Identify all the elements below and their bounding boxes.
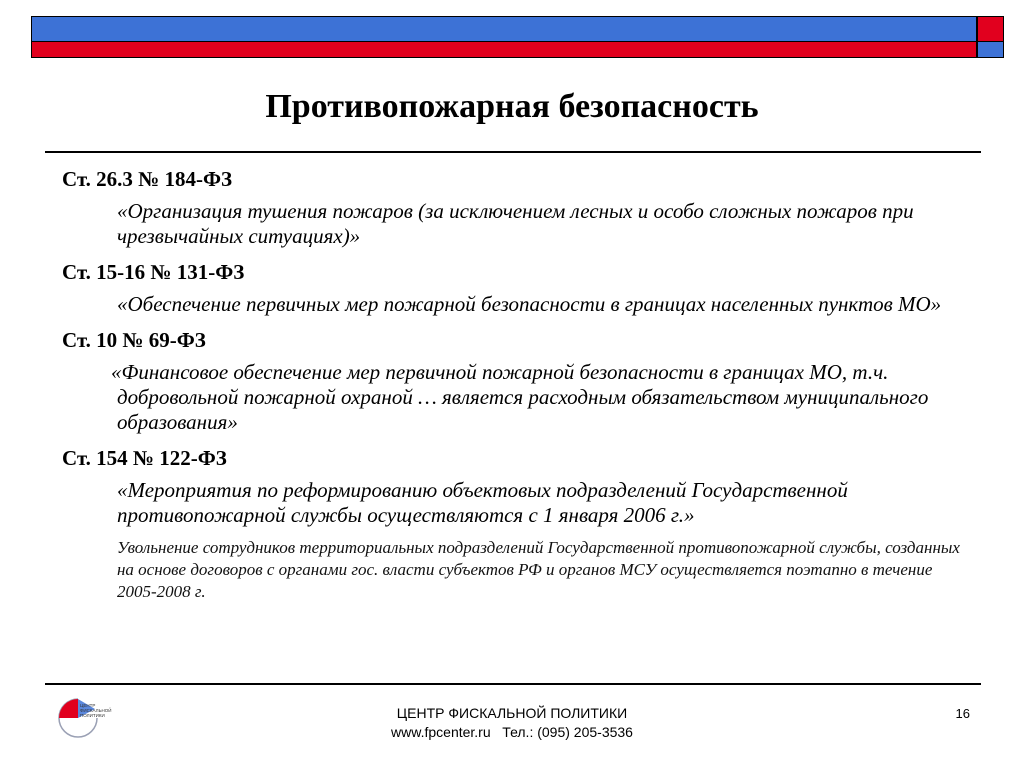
title-divider bbox=[45, 151, 981, 153]
law-quote: «Мероприятия по реформированию объектовых подразделений Государственной противопожарной службы осуществляются с 1 января 2006 г.» bbox=[117, 478, 848, 527]
slide-title: Противопожарная безопасность bbox=[265, 88, 759, 125]
law-note: Увольнение сотрудников территориальных подразделений Государственной противопожарной службы, созданных на основе договоров с органами гос. власти субъектов РФ и органов МСУ осуществляется поэтапно в течение 2005-2008 г. bbox=[117, 538, 960, 601]
law-quote: «Финансовое обеспечение мер первичной пожарной безопасности в границах МО, т.ч. добровольной пожарной охраной … является расходным обязательством муниципального образования» bbox=[111, 360, 929, 434]
slide-content bbox=[62, 165, 972, 603]
footer bbox=[300, 704, 724, 742]
header-red-square bbox=[977, 16, 1004, 42]
law-reference: Ст. 10 № 69-ФЗ bbox=[62, 328, 206, 352]
svg-text:ПОЛИТИКИ: ПОЛИТИКИ bbox=[80, 713, 105, 718]
law-reference: Ст. 154 № 122-ФЗ bbox=[62, 446, 227, 470]
svg-text:ФИСКАЛЬНОЙ: ФИСКАЛЬНОЙ bbox=[80, 708, 112, 713]
law-reference: Ст. 26.3 № 184-ФЗ bbox=[62, 167, 233, 191]
svg-text:ЦЕНТР: ЦЕНТР bbox=[80, 703, 96, 708]
header-red-band bbox=[31, 41, 977, 58]
header-blue-band bbox=[31, 16, 977, 42]
header-blue-square bbox=[977, 41, 1004, 58]
law-reference: Ст. 15-16 № 131-ФЗ bbox=[62, 260, 245, 284]
footer-divider bbox=[45, 683, 981, 685]
page-number: 16 bbox=[955, 706, 970, 721]
fiscal-center-logo-icon bbox=[50, 695, 112, 737]
law-quote: «Обеспечение первичных мер пожарной безопасности в границах населенных пунктов МО» bbox=[117, 292, 942, 316]
footer-org-name: ЦЕНТР ФИСКАЛЬНОЙ ПОЛИТИКИ bbox=[396, 705, 628, 721]
footer-contacts: www.fpcenter.ru Тел.: (095) 205-3536 bbox=[391, 724, 633, 740]
law-quote: «Организация тушения пожаров (за исключением лесных и особо сложных пожаров при чрезвычайных ситуациях)» bbox=[117, 199, 914, 248]
